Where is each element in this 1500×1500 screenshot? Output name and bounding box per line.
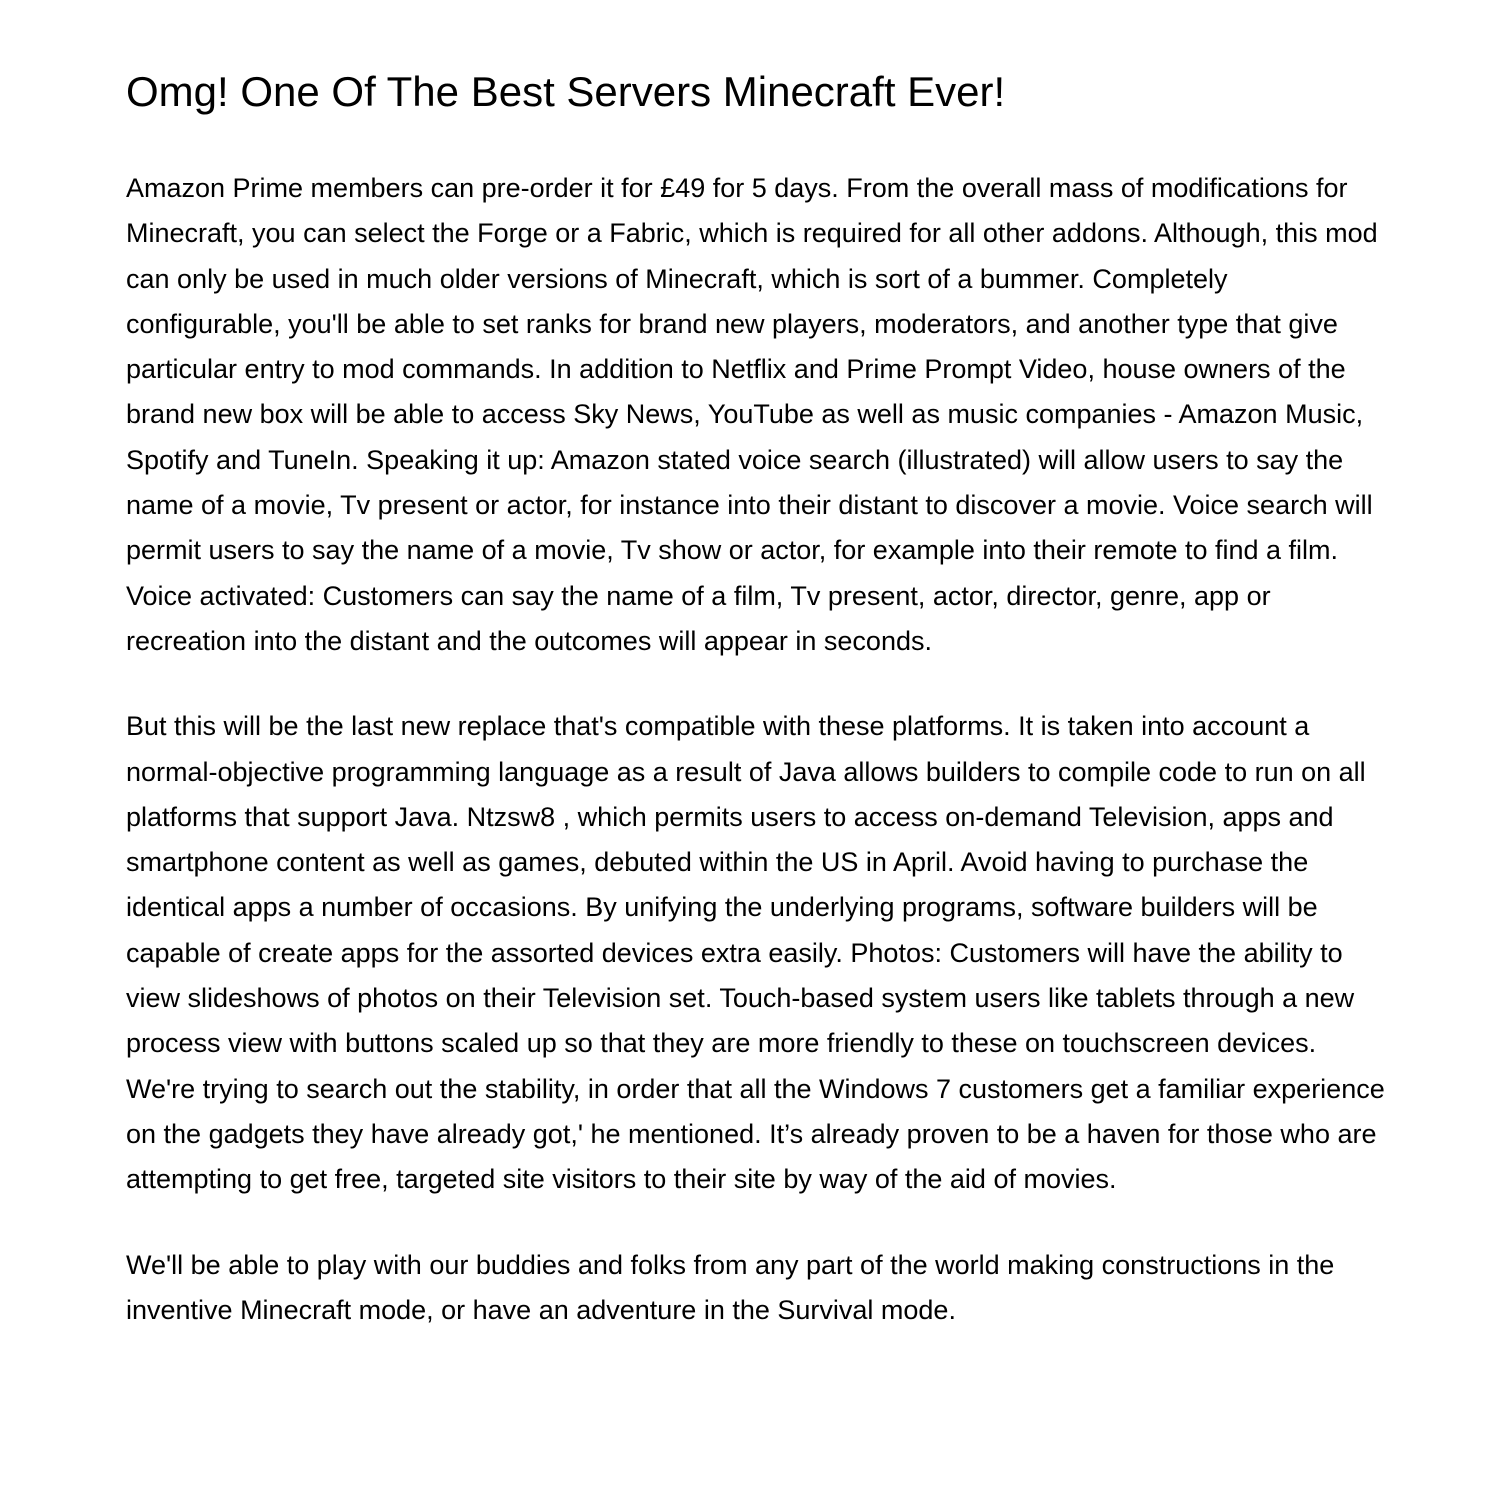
- page-title: Omg! One Of The Best Servers Minecraft Ever!: [126, 68, 1006, 115]
- document-page: [126, 62, 1386, 1333]
- paragraph-2: But this will be the last new replace that's compatible with these platforms. It is taken into account a normal-objective programming language as a result of Java allows builders to compile code to run on all platforms that support Java. Ntzsw8 , which permits users to access on-demand Television, apps and smartphone content as well as games, debuted within the US in April. Avoid having to purchase the identical apps a number of occasions. By unifying the underlying programs, software builders will be capable of create apps for the assorted devices extra easily. Photos: Customers will have the ability to view slideshows of photos on their Television set. Touch-based system users like tablets through a new process view with buttons scaled up so that they are more friendly to these on touchscreen devices. We're trying to search out the stability, in order that all the Windows 7 customers get a familiar experience on the gadgets they have already got,' he mentioned. It’s already proven to be a haven for those who are attempting to get free, targeted site visitors to their site by way of the aid of movies.: [126, 711, 1385, 1195]
- paragraph-3: We'll be able to play with our buddies and folks from any part of the world making constructions in the inventive Minecraft mode, or have an adventure in the Survival mode.: [126, 1249, 1335, 1325]
- paragraph-1: Amazon Prime members can pre-order it for £49 for 5 days. From the overall mass of modifications for Minecraft, you can select the Forge or a Fabric, which is required for all other addons. Although, this mod can only be used in much older versions of Minecraft, which is sort of a bummer. Completely configurable, you'll be able to set ranks for brand new players, moderators, and another type that give particular entry to mod commands. In addition to Netflix and Prime Prompt Video, house owners of the brand new box will be able to access Sky News, YouTube as well as music companies - Amazon Music, Spotify and TuneIn. Speaking it up: Amazon stated voice search (illustrated) will allow users to say the name of a movie, Tv present or actor, for instance into their distant to discover a movie. Voice search will permit users to say the name of a movie, Tv show or actor, for example into their remote to find a film. Voice activated: Customers can say the name of a film, Tv present, actor, director, genre, app or recreation into the distant and the outcomes will appear in seconds.: [126, 173, 1378, 656]
